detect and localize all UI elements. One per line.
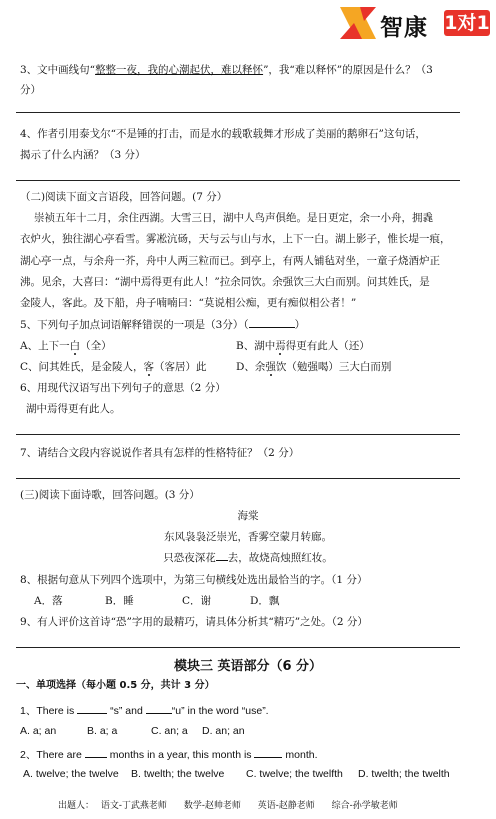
option-c: C. twelve; the twelfth xyxy=(246,768,343,780)
question-9: 9、有人评价这首诗“恐”字用的最精巧，请具体分析其“精巧”之处。（2 分） xyxy=(20,616,368,628)
question-6-sentence: 湖中焉得更有此人。 xyxy=(26,403,121,415)
passage-line: 湖心亭一点，与余舟一芥，舟中人两三粒而已。到亭上，有两人铺毡对坐，一童子烧酒炉正 xyxy=(20,255,440,267)
brand-mark-icon xyxy=(338,5,378,41)
module-3-title: 模块三 英语部分（6 分） xyxy=(173,659,323,674)
answer-blank xyxy=(249,327,295,328)
underlined-sentence: 整整一夜，我的心潮起伏，难以释怀 xyxy=(95,64,264,76)
answer-blank xyxy=(85,757,107,758)
option-d: D、余强饮（勉强喝）三大白而别 xyxy=(236,361,392,373)
answer-line xyxy=(16,112,460,113)
question-5: 5、下列句子加点词语解释错误的一项是（3分）（ ） xyxy=(20,319,306,331)
answer-line xyxy=(16,647,460,648)
english-section-title: 一、单项选择（每小题 0.5 分，共计 3 分） xyxy=(16,680,215,691)
answer-blank xyxy=(77,713,107,714)
passage-line: 金陵人，客此。及下船，舟子喃喃曰：“莫说相公痴，更有痴似相公者！” xyxy=(20,297,357,309)
poem-line-2: 只恐夜深花 去，故烧高烛照红妆。 xyxy=(163,552,333,564)
option-c: C．谢 xyxy=(182,595,212,607)
question-7: 7、请结合文段内容说说作者具有怎样的性格特征？（2 分） xyxy=(20,447,300,459)
brand-logo xyxy=(338,3,493,43)
question-4-line1: 4、作者引用泰戈尔“不是锤的打击，而是水的载歌载舞才形成了美丽的鹅卵石”这句话， xyxy=(20,128,426,140)
passage-line: 沸。见余，大喜曰：“湖中焉得更有此人！”拉余同饮。余强饮三大白而别。问其姓氏，是 xyxy=(20,276,430,288)
question-8: 8、根据句意从下列四个选项中，为第三句横线处选出最恰当的字。（1 分） xyxy=(20,574,368,586)
question-4-line2: 揭示了什么内涵？（3 分） xyxy=(20,149,146,161)
passage-line: 衣炉火，独往湖心亭看雪。雾凇沆砀，天与云与山与水，上下一白。湖上影子，惟长堤一痕， xyxy=(20,233,451,245)
section-2-title: （二)阅读下面文言语段，回答问题。(7 分） xyxy=(20,191,228,203)
option-b: B. a; a xyxy=(87,725,118,737)
option-d: D. twelth; the twelth xyxy=(358,768,450,780)
poem-line-1: 东风袅袅泛崇光，香雾空蒙月转廊。 xyxy=(164,531,332,543)
english-question-1: 1、There is “s” and “u” in the word “use”. xyxy=(20,705,269,717)
answer-line xyxy=(16,180,460,181)
answer-blank xyxy=(216,560,228,561)
brand-badge: 1对1 xyxy=(444,12,490,34)
option-c: C. an; a xyxy=(151,725,188,737)
question-6: 6、用现代汉语写出下列句子的意思（2 分） xyxy=(20,382,226,394)
option-b: B、湖中焉得更有此人（还） xyxy=(236,340,370,352)
question-3-cont: 分） xyxy=(20,84,41,96)
option-b: B．睡 xyxy=(105,595,134,607)
answer-line xyxy=(16,478,460,479)
brand-name: 智康 xyxy=(380,15,428,41)
poem-title: 海棠 xyxy=(237,510,259,522)
option-a: A．落 xyxy=(34,595,63,607)
option-a: A. a; an xyxy=(20,725,57,737)
passage-line: 崇祯五年十二月，余住西湖。大雪三日，湖中人鸟声俱绝。是日更定，余一小舟，拥毳 xyxy=(34,212,433,224)
section-3-title: (三)阅读下面诗歌，回答问题。(3 分） xyxy=(20,489,200,501)
option-a: A、上下一白（全） xyxy=(20,340,112,352)
option-c: C、问其姓氏，是金陵人，客（客居）此 xyxy=(20,361,207,373)
answer-blank xyxy=(254,757,282,758)
footer-authors: 出题人： 语文-丁武燕老师 数学-赵帅老师 英语-赵静老师 综合-孙学敏老师 xyxy=(58,801,398,811)
english-question-2: 2、There are months in a year, this month is month. xyxy=(20,749,318,761)
option-d: D．飘 xyxy=(250,595,280,607)
option-a: A. twelve; the twelve xyxy=(23,768,119,780)
option-b: B. twelth; the twelve xyxy=(131,768,225,780)
answer-blank xyxy=(146,713,172,714)
answer-line xyxy=(16,434,460,435)
question-3: 3、文中画线句“整整一夜，我的心潮起伏，难以释怀”，我“难以释怀”的原因是什么？（3 xyxy=(20,64,433,76)
option-d: D. an; an xyxy=(202,725,245,737)
